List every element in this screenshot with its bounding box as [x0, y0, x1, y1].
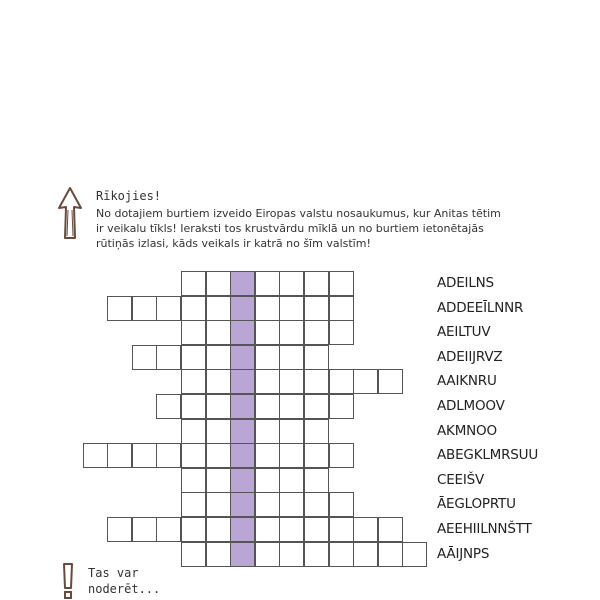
crossword-cell[interactable]	[279, 394, 304, 419]
crossword-cell[interactable]	[378, 369, 403, 394]
crossword-cell[interactable]	[329, 320, 354, 345]
crossword-cell[interactable]	[378, 517, 403, 542]
crossword-cell[interactable]	[206, 517, 231, 542]
crossword-cell[interactable]	[304, 345, 329, 370]
crossword-cell[interactable]	[132, 296, 157, 321]
crossword-cell[interactable]	[206, 271, 231, 296]
crossword-cell[interactable]	[107, 296, 132, 321]
crossword-cell[interactable]	[156, 394, 181, 419]
letter-clue: ABEGKLMRSUU	[437, 447, 539, 464]
crossword-cell[interactable]	[255, 419, 280, 444]
crossword-cell[interactable]	[279, 443, 304, 468]
letter-clue: AAIKNRU	[437, 373, 497, 390]
crossword-cell[interactable]	[181, 369, 206, 394]
crossword-cell[interactable]	[156, 296, 181, 321]
highlighted-cell[interactable]	[230, 345, 255, 370]
crossword-cell[interactable]	[255, 345, 280, 370]
crossword-cell[interactable]	[181, 517, 206, 542]
crossword-cell[interactable]	[304, 517, 329, 542]
highlighted-cell[interactable]	[230, 296, 255, 321]
letter-clue: AĀIJNPS	[437, 545, 490, 562]
crossword-cell[interactable]	[255, 468, 280, 493]
crossword-cell[interactable]	[279, 320, 304, 345]
crossword-cell[interactable]	[132, 517, 157, 542]
crossword-cell[interactable]	[181, 419, 206, 444]
exclamation-icon	[57, 562, 79, 600]
crossword-cell[interactable]	[329, 517, 354, 542]
crossword-cell[interactable]	[255, 320, 280, 345]
highlighted-cell[interactable]	[230, 320, 255, 345]
crossword-cell[interactable]	[107, 517, 132, 542]
crossword-cell[interactable]	[329, 296, 354, 321]
highlighted-cell[interactable]	[230, 443, 255, 468]
crossword-cell[interactable]	[255, 394, 280, 419]
highlighted-cell[interactable]	[230, 492, 255, 517]
instructions	[96, 206, 516, 251]
highlighted-cell[interactable]	[230, 271, 255, 296]
crossword-cell[interactable]	[304, 443, 329, 468]
letter-clue: AKMNOO	[437, 422, 497, 439]
crossword-cell[interactable]	[181, 468, 206, 493]
letter-clue: AEEHIILNNŠTT	[437, 521, 532, 537]
highlighted-cell[interactable]	[230, 419, 255, 444]
crossword-cell[interactable]	[206, 394, 231, 419]
crossword-cell[interactable]	[378, 542, 403, 567]
crossword-cell[interactable]	[181, 394, 206, 419]
crossword-cell[interactable]	[329, 492, 354, 517]
highlighted-cell[interactable]	[230, 369, 255, 394]
crossword-cell[interactable]	[181, 320, 206, 345]
crossword-cell[interactable]	[181, 345, 206, 370]
crossword-cell[interactable]	[181, 296, 206, 321]
crossword-cell[interactable]	[279, 419, 304, 444]
crossword-cell[interactable]	[304, 296, 329, 321]
crossword-cell[interactable]	[353, 542, 378, 567]
crossword-cell[interactable]	[206, 369, 231, 394]
crossword-cell[interactable]	[279, 369, 304, 394]
crossword-cell[interactable]	[304, 271, 329, 296]
letter-clue: ĀEGLOPRTU	[437, 496, 516, 513]
crossword-cell[interactable]	[279, 517, 304, 542]
crossword-cell[interactable]	[353, 369, 378, 394]
crossword-cell[interactable]	[206, 468, 231, 493]
crossword-cell[interactable]	[279, 345, 304, 370]
crossword-cell[interactable]	[304, 492, 329, 517]
crossword-cell[interactable]	[279, 271, 304, 296]
highlighted-cell[interactable]	[230, 517, 255, 542]
crossword-cell[interactable]	[206, 345, 231, 370]
crossword-cell[interactable]	[304, 542, 329, 567]
crossword-cell[interactable]	[304, 419, 329, 444]
prompt-title: Rīkojies!	[96, 189, 162, 203]
crossword-cell[interactable]	[255, 296, 280, 321]
crossword-cell[interactable]	[279, 542, 304, 567]
crossword-cell[interactable]	[402, 542, 427, 567]
letter-clue: AEILTUV	[437, 324, 491, 341]
crossword-cell[interactable]	[329, 542, 354, 567]
instruction-line: No dotajiem burtiem izveido Eiropas valstu nosaukumus, kur Anitas tētim	[96, 207, 501, 220]
crossword-cell[interactable]	[206, 542, 231, 567]
crossword-cell[interactable]	[279, 296, 304, 321]
crossword-cell[interactable]	[156, 517, 181, 542]
instruction-line: ir veikalu tīkls! Ieraksti tos krustvārdu mīklā un no burtiem ietonētajās	[96, 222, 484, 235]
highlighted-cell[interactable]	[230, 394, 255, 419]
crossword-cell[interactable]	[206, 492, 231, 517]
instruction-line: rūtiņās izlasi, kāds veikals ir katrā no šīm valstīm!	[96, 237, 371, 250]
crossword-cell[interactable]	[279, 492, 304, 517]
crossword-cell[interactable]	[156, 443, 181, 468]
crossword-cell[interactable]	[304, 468, 329, 493]
crossword-cell[interactable]	[304, 369, 329, 394]
crossword-cell[interactable]	[132, 443, 157, 468]
tip-line-1: Tas var	[88, 566, 139, 580]
crossword-cell[interactable]	[255, 271, 280, 296]
crossword-cell[interactable]	[181, 542, 206, 567]
crossword-cell[interactable]	[206, 320, 231, 345]
highlighted-cell[interactable]	[230, 542, 255, 567]
crossword-cell[interactable]	[83, 443, 108, 468]
crossword-cell[interactable]	[132, 345, 157, 370]
crossword-cell[interactable]	[279, 468, 304, 493]
crossword-cell[interactable]	[206, 419, 231, 444]
highlighted-cell[interactable]	[230, 468, 255, 493]
crossword-cell[interactable]	[255, 443, 280, 468]
crossword-cell[interactable]	[156, 345, 181, 370]
crossword-cell[interactable]	[329, 369, 354, 394]
crossword-cell[interactable]	[181, 492, 206, 517]
crossword-cell[interactable]	[181, 271, 206, 296]
letter-clue: CEEIŠV	[437, 471, 485, 488]
crossword-cell[interactable]	[304, 394, 329, 419]
crossword-cell[interactable]	[329, 394, 354, 419]
crossword-cell[interactable]	[255, 492, 280, 517]
tip-line-2: noderēt...	[88, 582, 161, 596]
crossword-cell[interactable]	[353, 517, 378, 542]
crossword-cell[interactable]	[255, 542, 280, 567]
letter-clue: ADDEEĪLNNR	[437, 299, 524, 316]
crossword-cell[interactable]	[255, 517, 280, 542]
crossword-cell[interactable]	[206, 296, 231, 321]
crossword-cell[interactable]	[329, 271, 354, 296]
letter-clue: ADLMOOV	[437, 398, 505, 414]
crossword-cell[interactable]	[304, 320, 329, 345]
crossword-cell[interactable]	[255, 369, 280, 394]
crossword-cell[interactable]	[329, 443, 354, 468]
crossword-cell[interactable]	[107, 443, 132, 468]
crossword-cell[interactable]	[181, 443, 206, 468]
letter-clue: ADEILNS	[437, 275, 494, 291]
arrow-up-icon	[56, 186, 84, 240]
crossword-cell[interactable]	[206, 443, 231, 468]
letter-clue: ADEIIJRVZ	[437, 348, 503, 365]
